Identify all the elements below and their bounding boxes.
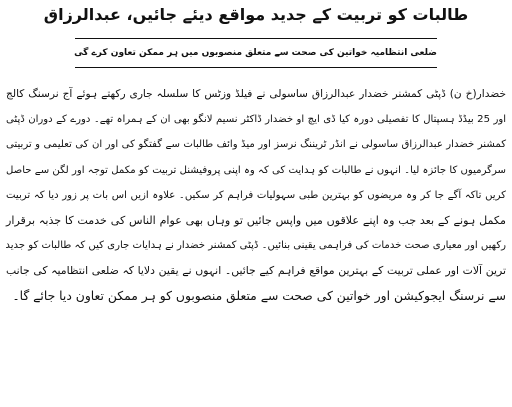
article-line: اور 25 بیڈڈ ہسپتال کا تفصیلی دورہ کیا ڈی ایچ او خضدار ڈاکٹر نسیم لانگو بھی ان کے ہمراہ تھے۔ دورے کے دوران ڈپٹی	[6, 114, 507, 126]
article-line: کمشنر خضدار عبدالرزاق ساسولی نے انڈر ٹریننگ نرسز اور میڈ وائف طالبات سے گفتگو کی اور ان کی تعلیمی و تربیتی	[6, 139, 506, 151]
article-line: مکمل ہونے کے بعد جب وہ اپنے علاقوں میں واپس جائیں تو وہاں بھی عوام الناس کی خدمت کا جذبہ برقرار	[6, 214, 506, 228]
subheadline-box: ضلعی انتظامیہ خواتین کی صحت سے متعلق منصوبوں میں ہر ممکن تعاون کرے گی	[75, 38, 437, 68]
article-line: کریں تاکہ آگے جا کر وہ مریضوں کو بہترین طبی سہولیات فراہم کر سکیں۔ علاوہ ازیں اس بات پر زور دیا کہ تربیت	[6, 189, 506, 201]
article-line: رکھیں اور معیاری صحت خدمات کی فراہمی یقینی بنائیں۔ ڈپٹی کمشنر خضدار نے ہدایات جاری کیں کہ طالبات کو جدید	[5, 240, 506, 252]
article-line: خضدار(خ ن) ڈپٹی کمشنر خضدار عبدالرزاق ساسولی نے فیلڈ وزٹس کا سلسلہ جاری رکھتے ہوئے آج نرسنگ کالج	[6, 88, 506, 100]
article-line: ترین آلات اور عملی تربیت کے بہترین مواقع فراہم کیے جائیں۔ انہوں نے یقین دلایا کہ ضلعی انتظامیہ کی جانب	[6, 264, 506, 278]
article-body	[6, 82, 506, 309]
article-line: سے نرسنگ ایجوکیشن اور خواتین کی صحت سے متعلق منصوبوں کو ہر ممکن تعاون دیا جائے گا۔	[12, 288, 506, 303]
headline: طالبات کو تربیت کے جدید مواقع دیئے جائیں، عبدالرزاق	[43, 5, 469, 24]
article-line: سرگرمیوں کا جائزہ لیا۔ انہوں نے طالبات کو ہدایت کی کہ وہ اپنی پروفیشنل تربیت کو مکمل توجہ اور لگن سے حاصل	[6, 164, 506, 176]
